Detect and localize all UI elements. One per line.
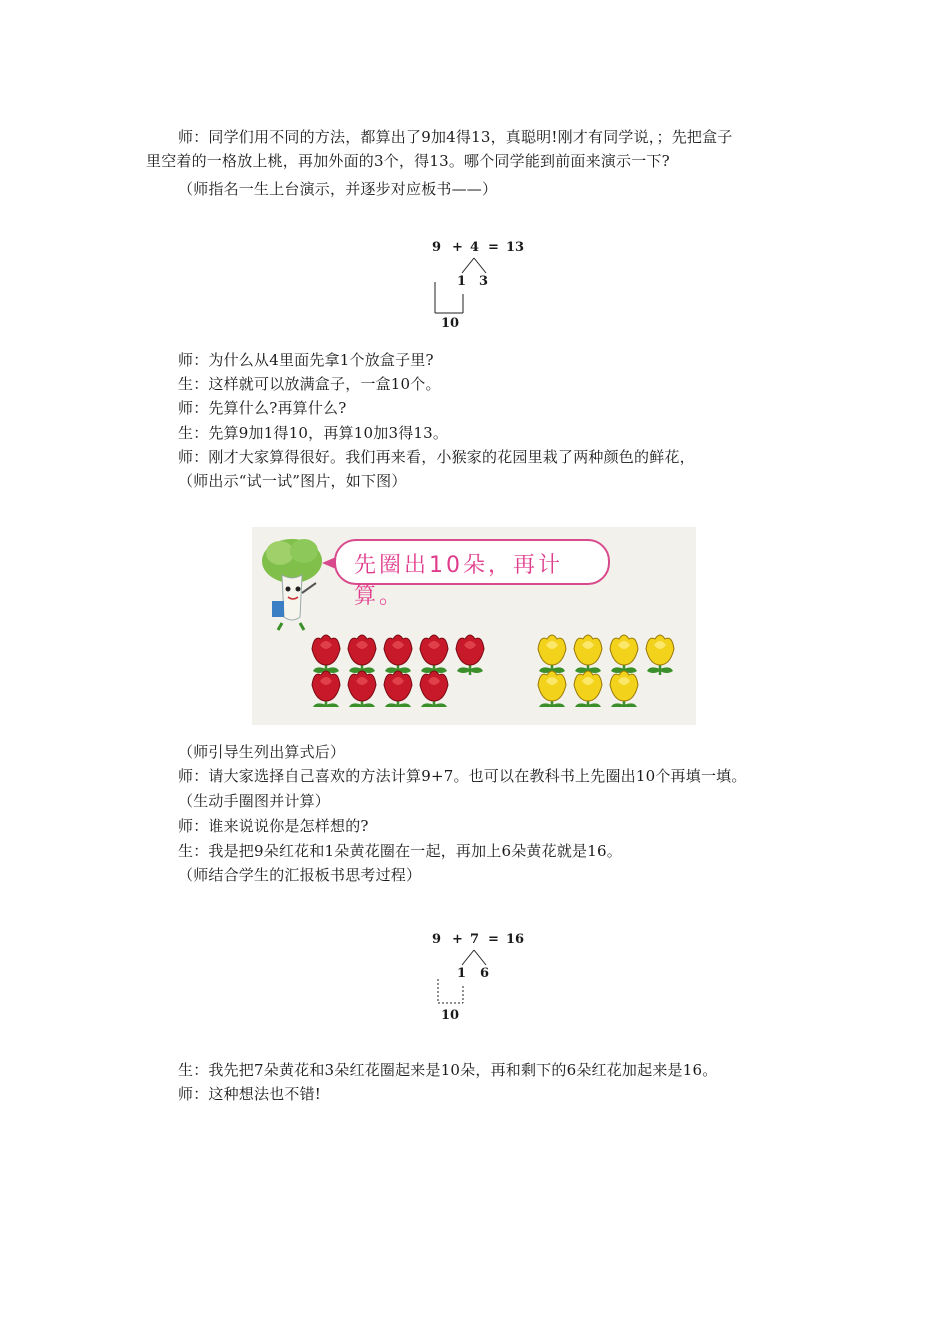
dialogue-line: 生：这样就可以放满盒子，一盒10个。 [178, 375, 441, 393]
speech-text: 先圈出10朵，再计算。 [354, 553, 563, 609]
red-flower [312, 671, 340, 707]
diagram-split: 3 [479, 274, 489, 289]
dialogue-line: 师：谁来说说你是怎样想的? [178, 817, 369, 835]
dialogue-line: 生：先算9加1得10，再算10加3得13。 [178, 424, 449, 442]
dialogue-line: 生：我是把9朵红花和1朵黄花圈在一起，再加上6朵黄花就是16。 [178, 842, 622, 860]
yellow-flower [538, 671, 566, 707]
speech-bubble [334, 539, 610, 609]
red-flower [420, 635, 448, 675]
yellow-flower [538, 635, 566, 675]
stage-direction: （师引导生列出算式后） [178, 743, 346, 761]
diagram-result: 13 [506, 240, 525, 255]
diagram-operator: = [488, 240, 499, 255]
diagram-result: 16 [506, 932, 525, 947]
red-flower [384, 635, 412, 675]
yellow-flower [574, 671, 602, 707]
diagram-operator: + [452, 240, 463, 255]
dialogue-line: 师：这种想法也不错! [178, 1085, 322, 1103]
yellow-flower [646, 635, 674, 675]
red-flower [420, 671, 448, 707]
flower-field [252, 617, 696, 707]
dialogue-line: 生：我先把7朵黄花和3朵红花圈起来是10朵，再和剩下的6朵红花加起来是16。 [178, 1061, 718, 1079]
try-it-illustration [252, 527, 696, 725]
stage-direction: （生动手圈图并计算） [178, 792, 331, 810]
diagram-operator: + [452, 932, 463, 947]
diagram-split: 6 [480, 966, 490, 981]
diagram-split: 1 [457, 966, 467, 981]
dialogue-line: 师：先算什么?再算什么? [178, 399, 347, 417]
dialogue-line: 师：请大家选择自己喜欢的方法计算9+7。也可以在教科书上先圈出10个再填一填。 [178, 767, 747, 785]
yellow-flower [610, 635, 638, 675]
red-flower [348, 671, 376, 707]
yellow-flower [610, 671, 638, 707]
diagram-split: 1 [457, 274, 467, 289]
diagram-number: 9 [432, 932, 442, 947]
red-flower [312, 635, 340, 675]
dialogue-line: 师：刚才大家算得很好。我们再来看，小猴家的花园里栽了两种颜色的鲜花， [178, 448, 695, 466]
red-flower [384, 671, 412, 707]
diagram-ten: 10 [441, 316, 460, 331]
diagram-number: 9 [432, 240, 442, 255]
dialogue-line: 师：为什么从4里面先拿1个放盒子里? [178, 351, 434, 369]
red-flower [348, 635, 376, 675]
stage-direction: （师指名一生上台演示，并逐步对应板书——） [178, 180, 498, 198]
stage-direction: （师出示“试一试”图片，如下图） [178, 472, 407, 490]
diagram-number: 7 [470, 932, 480, 947]
dialogue-line: 师：同学们用不同的方法，都算出了9加4得13，真聪明!刚才有同学说，；先把盒子 [178, 128, 733, 146]
yellow-flower [574, 635, 602, 675]
red-flower [456, 635, 484, 675]
diagram-operator: = [488, 932, 499, 947]
cabbage-character-icon [256, 531, 336, 631]
dialogue-line: 里空着的一格放上桃，再加外面的3个，得13。哪个同学能到前面来演示一下? [146, 152, 670, 170]
diagram-ten: 10 [441, 1008, 460, 1023]
stage-direction: （师结合学生的汇报板书思考过程） [178, 866, 422, 884]
diagram-number: 4 [470, 240, 480, 255]
